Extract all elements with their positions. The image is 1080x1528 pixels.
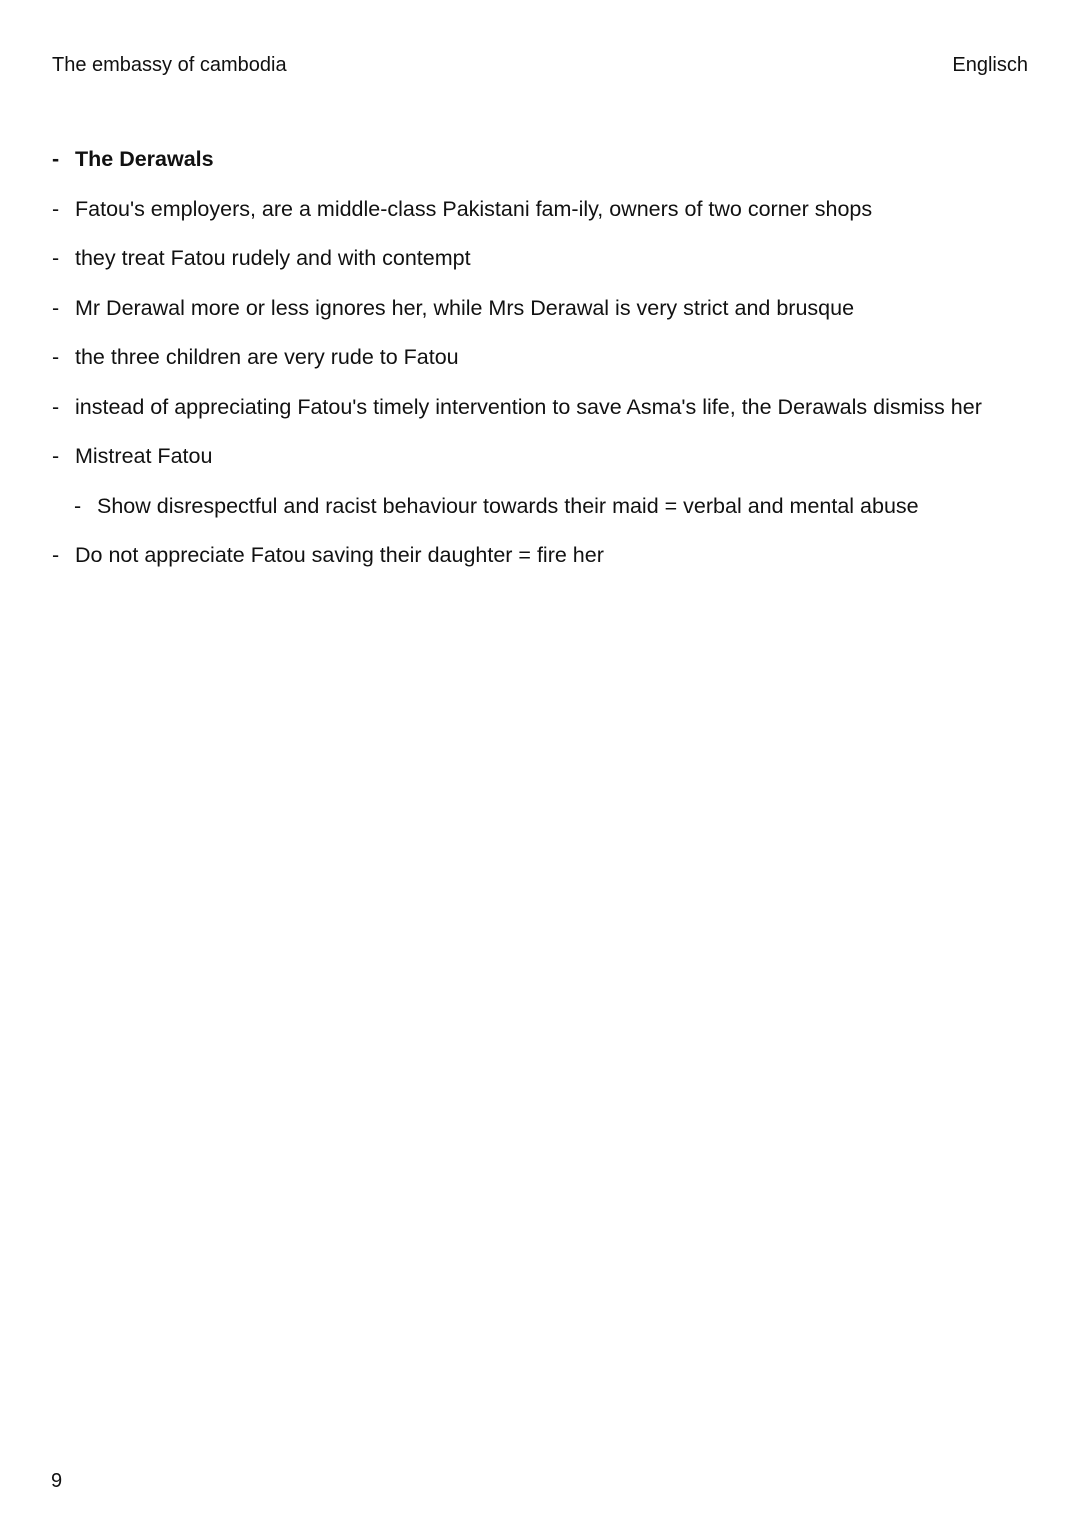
bullet-list bbox=[52, 145, 1037, 591]
list-item-text: Show disrespectful and racist behaviour towards their maid = verbal and mental abuse bbox=[97, 493, 919, 518]
list-item bbox=[52, 244, 1037, 272]
list-item-text: The Derawals bbox=[75, 147, 214, 171]
list-item-text: instead of appreciating Fatou's timely intervention to save Asma's life, the Derawals dismiss her bbox=[75, 394, 982, 419]
page-number: 9 bbox=[51, 1470, 63, 1492]
list-item bbox=[52, 195, 1037, 223]
sub-list-item bbox=[74, 492, 1037, 520]
dash-bullet-icon: - bbox=[52, 147, 60, 171]
list-item-text: the three children are very rude to Fatou bbox=[75, 345, 459, 369]
subject-label: Englisch bbox=[952, 54, 1028, 76]
list-item-text: Fatou's employers, are a middle-class Pakistani fam-ily, owners of two corner shops bbox=[75, 196, 873, 221]
dash-bullet-icon: - bbox=[52, 246, 60, 270]
list-item bbox=[52, 294, 1037, 322]
list-item bbox=[52, 393, 1037, 421]
list-item-text: Mistreat Fatou bbox=[75, 444, 213, 468]
list-item-text: Do not appreciate Fatou saving their daughter = fire her bbox=[75, 543, 604, 567]
dash-bullet-icon: - bbox=[52, 196, 60, 221]
document-title: The embassy of cambodia bbox=[52, 54, 287, 76]
list-item bbox=[52, 442, 1037, 470]
list-item-text: they treat Fatou rudely and with contempt bbox=[75, 246, 471, 270]
dash-bullet-icon: - bbox=[52, 345, 60, 369]
dash-bullet-icon: - bbox=[52, 543, 60, 567]
list-item-heading bbox=[52, 145, 1037, 173]
dash-bullet-icon: - bbox=[52, 295, 60, 320]
dash-bullet-icon: - bbox=[52, 444, 60, 468]
list-item bbox=[52, 343, 1037, 371]
list-item-text: Mr Derawal more or less ignores her, while Mrs Derawal is very strict and brusque bbox=[75, 295, 855, 320]
dash-bullet-icon: - bbox=[52, 394, 60, 419]
list-item bbox=[52, 541, 1037, 569]
dash-bullet-icon: - bbox=[74, 493, 82, 518]
